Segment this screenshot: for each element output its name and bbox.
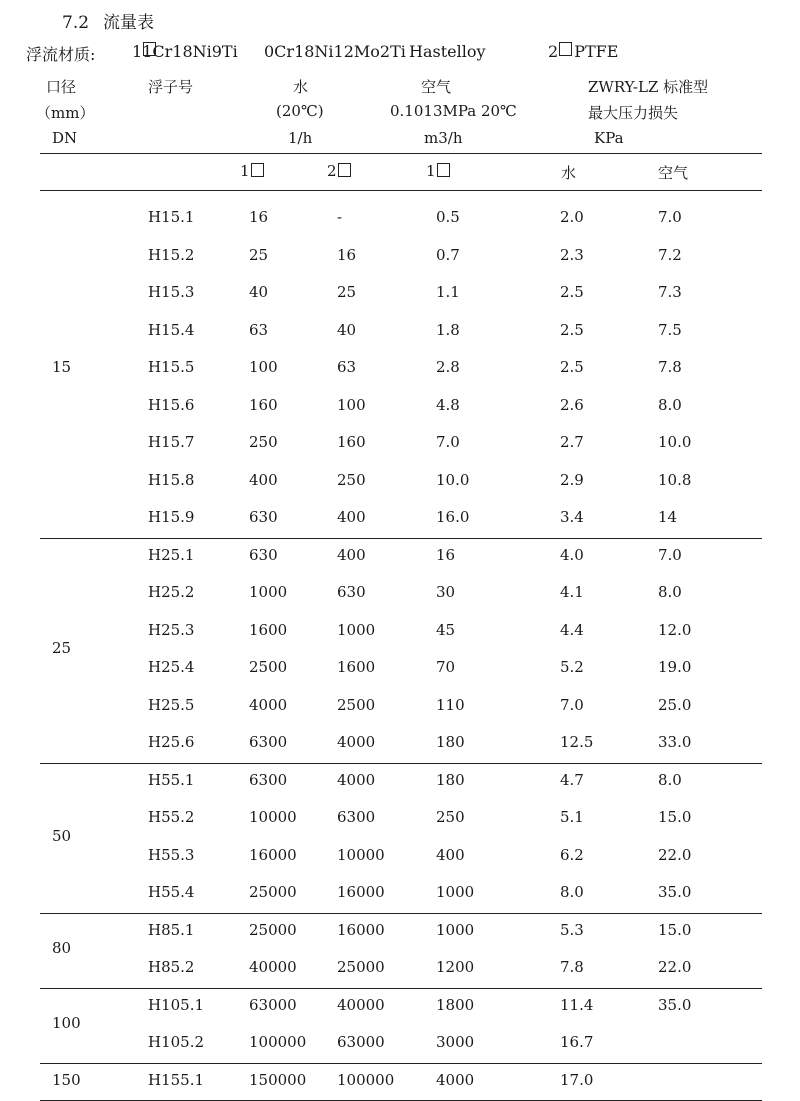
float-number-cell: H25.1 [148,545,195,564]
group-rule [40,913,762,914]
water-1-cell: 630 [249,508,278,526]
air-1-cell: 1.1 [436,283,460,301]
dn-size-cell: 100 [52,1014,81,1033]
air-1-cell: 16.0 [436,508,470,526]
air-1-cell: 400 [436,845,465,864]
float-number-cell: H105.2 [148,1033,205,1051]
subheader-rule [40,190,762,191]
loss-water-cell: 11.4 [560,995,594,1014]
header-air-line1: 空气 [421,78,452,96]
dn-size-cell: 50 [52,826,72,845]
water-1-cell: 25 [249,245,269,264]
air-1-cell: 4000 [436,1070,475,1089]
water-2-cell: 10000 [337,845,385,864]
water-2-cell: 25 [337,283,357,301]
float-number-cell: H85.2 [148,958,195,976]
water-1-cell: 150000 [249,1070,307,1089]
loss-air-cell: 7.8 [658,358,682,376]
header-rule [40,153,762,154]
loss-water-cell: 17.0 [560,1070,594,1089]
loss-water-cell: 2.5 [560,358,584,376]
loss-air-cell: 33.0 [658,733,692,751]
loss-water-cell: 2.0 [560,208,584,226]
water-1-cell: 100 [249,358,278,376]
loss-water-cell: 4.0 [560,545,584,564]
water-2-cell: 16 [337,245,357,264]
float-number-cell: H25.4 [148,658,195,676]
air-1-cell: 70 [436,658,456,676]
air-1-cell: 0.5 [436,208,460,226]
water-2-cell: 40000 [337,995,385,1014]
water-1-cell: 250 [249,433,278,451]
float-number-cell: H85.1 [148,920,195,939]
header-water-line1: 水 [293,78,309,96]
header-float-number: 浮子号 [148,78,194,96]
loss-water-cell: 2.3 [560,245,584,264]
float-number-cell: H15.6 [148,395,195,414]
subheader-air-1-number: 1 [426,162,436,180]
group-rule [40,1063,762,1064]
group-rule [40,988,762,989]
air-1-cell: 1.8 [436,320,460,339]
loss-water-cell: 6.2 [560,845,584,864]
subheader-water-1 [240,162,264,180]
air-1-cell: 2.8 [436,358,460,376]
loss-air-cell: 12.0 [658,620,692,639]
loss-water-cell: 5.2 [560,658,584,676]
water-1-cell: 63000 [249,995,297,1014]
water-2-cell: 4000 [337,733,376,751]
loss-water-cell: 7.8 [560,958,584,976]
section-title [62,8,154,33]
header-dn-line3: DN [52,129,78,147]
air-1-cell: 16 [436,545,456,564]
loss-water-cell: 4.4 [560,620,584,639]
header-air-line2: 0.1013MPa 20℃ [390,102,517,120]
header-loss-line1: ZWRY-LZ 标准型 [588,78,709,96]
water-2-cell: 160 [337,433,366,451]
loss-air-cell: 35.0 [658,883,692,901]
loss-water-cell: 3.4 [560,508,584,526]
loss-air-cell: 7.0 [658,545,682,564]
option-1-number: 1 [132,42,143,61]
group-rule [40,538,762,539]
checkbox-icon [437,163,450,177]
water-1-cell: 16000 [249,845,297,864]
water-2-cell: 400 [337,508,366,526]
air-1-cell: 7.0 [436,433,460,451]
subheader-water-2 [327,162,351,180]
loss-air-cell: 25.0 [658,695,692,714]
water-2-cell: 4000 [337,770,376,789]
option-1-text: 1Cr18Ni9Ti [142,42,238,61]
material-alloy-3: Hastelloy [409,42,486,61]
water-1-cell: 1600 [249,620,288,639]
water-2-cell: 630 [337,583,366,601]
dn-size-cell: 15 [52,358,72,376]
water-2-cell: 400 [337,545,366,564]
material-option-1 [132,42,238,61]
material-alloy-2: 0Cr18Ni12Mo2Ti [264,42,406,61]
water-2-cell: 25000 [337,958,385,976]
air-1-cell: 250 [436,808,465,826]
float-number-cell: H15.8 [148,470,195,489]
header-dn-line1: 口径 [46,78,77,96]
water-1-cell: 630 [249,545,278,564]
water-1-cell: 25000 [249,920,297,939]
group-rule [40,763,762,764]
air-1-cell: 0.7 [436,245,460,264]
header-loss-line3: KPa [594,129,624,147]
water-2-cell: - [337,208,343,226]
water-1-cell: 10000 [249,808,297,826]
water-1-cell: 2500 [249,658,288,676]
loss-water-cell: 5.3 [560,920,584,939]
float-number-cell: H105.1 [148,995,205,1014]
air-1-cell: 4.8 [436,395,460,414]
air-1-cell: 180 [436,770,465,789]
float-number-cell: H15.2 [148,245,195,264]
float-number-cell: H15.4 [148,320,195,339]
air-1-cell: 1000 [436,920,475,939]
loss-air-cell: 7.2 [658,245,682,264]
float-number-cell: H15.7 [148,433,195,451]
float-number-cell: H15.5 [148,358,195,376]
loss-water-cell: 16.7 [560,1033,594,1051]
loss-air-cell: 7.5 [658,320,682,339]
air-1-cell: 45 [436,620,456,639]
loss-water-cell: 2.6 [560,395,584,414]
header-air-line3: m3/h [424,129,463,147]
loss-water-cell: 5.1 [560,808,584,826]
water-2-cell: 100 [337,395,366,414]
water-1-cell: 25000 [249,883,297,901]
loss-water-cell: 7.0 [560,695,584,714]
header-dn-line2: （mm） [36,104,95,122]
header-water-line2: (20℃) [276,102,324,120]
loss-water-cell: 2.5 [560,283,584,301]
air-1-cell: 1200 [436,958,475,976]
float-number-cell: H55.4 [148,883,195,901]
water-1-cell: 40 [249,283,269,301]
float-number-cell: H25.5 [148,695,195,714]
water-2-cell: 1600 [337,658,376,676]
water-1-cell: 4000 [249,695,288,714]
option-2-text: PTFE [574,42,619,61]
air-1-cell: 1800 [436,995,475,1014]
water-1-cell: 6300 [249,733,288,751]
float-number-cell: H15.3 [148,283,195,301]
subheader-loss-water: 水 [561,164,577,182]
water-1-cell: 63 [249,320,269,339]
loss-air-cell: 19.0 [658,658,692,676]
air-1-cell: 110 [436,695,465,714]
checkbox-2-icon [559,42,572,56]
water-1-cell: 6300 [249,770,288,789]
loss-air-cell: 14 [658,508,678,526]
section-number: 7.2 [62,13,90,33]
water-1-cell: 400 [249,470,278,489]
checkbox-icon [251,163,264,177]
water-1-cell: 40000 [249,958,297,976]
subheader-air-1 [426,162,450,180]
checkbox-1-icon [143,42,156,56]
subheader-water-1-number: 1 [240,162,250,180]
subheader-loss-air: 空气 [658,164,689,182]
air-1-cell: 10.0 [436,470,470,489]
float-number-cell: H25.3 [148,620,195,639]
water-2-cell: 63 [337,358,357,376]
option-2-number: 2 [548,42,559,61]
loss-air-cell: 8.0 [658,583,682,601]
air-1-cell: 3000 [436,1033,475,1051]
water-2-cell: 2500 [337,695,376,714]
header-water-line3: 1/h [288,129,313,147]
water-1-cell: 1000 [249,583,288,601]
loss-water-cell: 2.7 [560,433,584,451]
water-2-cell: 100000 [337,1070,395,1089]
loss-water-cell: 2.5 [560,320,584,339]
loss-water-cell: 8.0 [560,883,584,901]
float-number-cell: H55.3 [148,845,195,864]
water-2-cell: 40 [337,320,357,339]
air-1-cell: 1000 [436,883,475,901]
header-loss-line2: 最大压力损失 [588,104,679,122]
loss-air-cell: 35.0 [658,995,692,1014]
subheader-water-2-number: 2 [327,162,337,180]
loss-air-cell: 22.0 [658,845,692,864]
section-title-text: 流量表 [103,13,155,33]
loss-air-cell: 7.0 [658,208,682,226]
dn-size-cell: 80 [52,939,72,958]
air-1-cell: 30 [436,583,456,601]
water-1-cell: 160 [249,395,278,414]
air-1-cell: 180 [436,733,465,751]
water-2-cell: 63000 [337,1033,385,1051]
float-number-cell: H15.9 [148,508,195,526]
material-label: 浮流材质: [26,45,96,64]
float-number-cell: H155.1 [148,1070,205,1089]
material-option-2 [548,42,618,61]
water-2-cell: 1000 [337,620,376,639]
water-2-cell: 16000 [337,920,385,939]
float-number-cell: H25.2 [148,583,195,601]
loss-air-cell: 22.0 [658,958,692,976]
loss-water-cell: 2.9 [560,470,584,489]
water-2-cell: 16000 [337,883,385,901]
water-2-cell: 6300 [337,808,376,826]
water-1-cell: 100000 [249,1033,307,1051]
float-number-cell: H15.1 [148,208,195,226]
float-number-cell: H55.1 [148,770,195,789]
loss-air-cell: 7.3 [658,283,682,301]
loss-air-cell: 10.0 [658,433,692,451]
water-2-cell: 250 [337,470,366,489]
float-number-cell: H25.6 [148,733,195,751]
float-number-cell: H55.2 [148,808,195,826]
loss-air-cell: 8.0 [658,395,682,414]
loss-water-cell: 12.5 [560,733,594,751]
dn-size-cell: 150 [52,1070,81,1089]
loss-air-cell: 8.0 [658,770,682,789]
loss-air-cell: 15.0 [658,920,692,939]
loss-air-cell: 15.0 [658,808,692,826]
dn-size-cell: 25 [52,639,72,658]
water-1-cell: 16 [249,208,269,226]
loss-water-cell: 4.1 [560,583,584,601]
loss-water-cell: 4.7 [560,770,584,789]
checkbox-icon [338,163,351,177]
loss-air-cell: 10.8 [658,470,692,489]
